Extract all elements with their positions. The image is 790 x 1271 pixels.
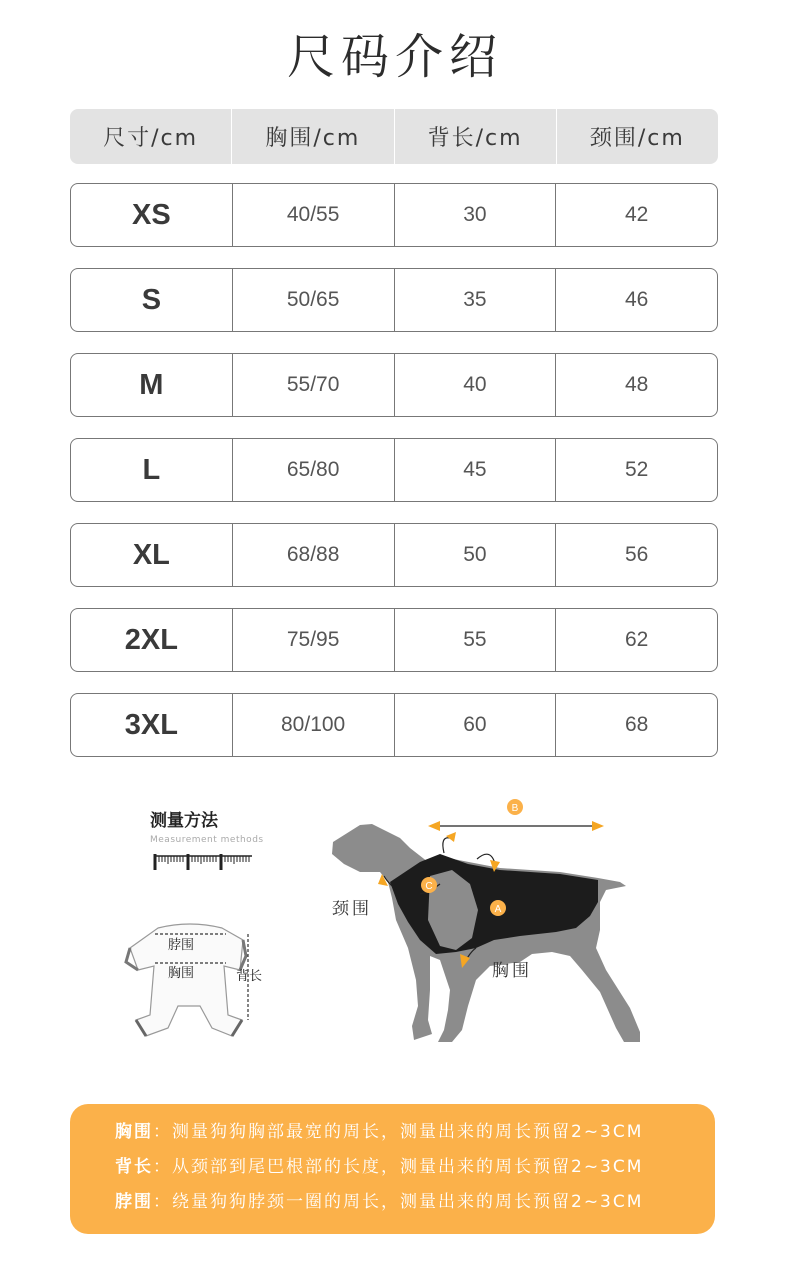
chest-cell: 40/55 — [233, 184, 395, 246]
table-row — [70, 693, 718, 757]
note-text: 测量狗狗胸部最宽的周长，测量出来的周长预留2~3CM — [172, 1122, 644, 1142]
back-length-cell: 50 — [395, 524, 557, 586]
method-subtitle: Measurement methods — [150, 835, 264, 845]
back-length-cell: 45 — [395, 439, 557, 501]
marker-a-label: A — [494, 904, 502, 915]
garment-neck-label: 脖围 — [168, 938, 195, 953]
size-cell: 2XL — [71, 609, 233, 671]
note-text: 绕量狗狗脖颈一圈的周长，测量出来的周长预留2~3CM — [172, 1192, 644, 1212]
table-row — [70, 438, 718, 502]
measurement-method-heading — [150, 806, 300, 845]
header-neck: 颈围/cm — [589, 126, 685, 151]
measurement-notes — [70, 1104, 715, 1234]
chest-cell: 65/80 — [233, 439, 395, 501]
chest-cell: 80/100 — [233, 694, 395, 756]
page-title: 尺码介绍 — [286, 29, 503, 85]
size-cell: XS — [71, 184, 233, 246]
note-separator: ： — [153, 1192, 172, 1212]
dog-illustration — [332, 824, 640, 1042]
back-length-cell: 35 — [395, 269, 557, 331]
note-label: 胸围 — [115, 1122, 153, 1142]
note-label: 背长 — [115, 1157, 153, 1177]
chest-cell: 75/95 — [233, 609, 395, 671]
size-cell: XL — [71, 524, 233, 586]
marker-b-label: B — [511, 803, 519, 814]
size-cell: M — [71, 354, 233, 416]
garment-chest-label: 胸围 — [168, 966, 195, 981]
neck-cell: 68 — [624, 713, 649, 736]
dog-chest-label: 胸围 — [492, 961, 532, 981]
method-title: 测量方法 — [150, 811, 218, 831]
size-table-body — [70, 183, 718, 778]
back-length-cell: 55 — [395, 609, 557, 671]
chest-cell: 55/70 — [233, 354, 395, 416]
table-row — [70, 268, 718, 332]
back-length-cell: 30 — [395, 184, 557, 246]
note-label: 脖围 — [115, 1192, 153, 1212]
header-chest: 胸围/cm — [232, 109, 394, 164]
note-separator: ： — [153, 1157, 172, 1177]
header-back-length: 背长/cm — [395, 109, 557, 164]
size-table-header — [70, 109, 718, 164]
table-row — [70, 523, 718, 587]
note-neck — [115, 1191, 715, 1226]
marker-c-label: C — [425, 881, 433, 892]
size-cell: L — [71, 439, 233, 501]
measurement-diagram — [0, 780, 790, 1080]
header-size: 尺寸/cm — [70, 109, 232, 164]
note-chest — [115, 1121, 715, 1156]
back-length-cell: 60 — [395, 694, 557, 756]
note-text: 从颈部到尾巴根部的长度，测量出来的周长预留2~3CM — [172, 1157, 644, 1177]
table-row — [70, 183, 718, 247]
garment-back-label: 背长 — [236, 969, 263, 984]
ruler-icon — [154, 854, 252, 870]
back-length-cell: 40 — [395, 354, 557, 416]
chest-cell: 50/65 — [233, 269, 395, 331]
neck-cell: 48 — [624, 373, 649, 396]
table-row — [70, 353, 718, 417]
neck-cell: 56 — [624, 543, 649, 566]
chest-cell: 68/88 — [233, 524, 395, 586]
size-cell: 3XL — [71, 694, 233, 756]
table-row — [70, 608, 718, 672]
note-back-length — [115, 1156, 715, 1191]
neck-cell: 42 — [624, 203, 649, 226]
neck-cell: 46 — [624, 288, 649, 311]
note-separator: ： — [153, 1122, 172, 1142]
size-cell: S — [71, 269, 233, 331]
neck-cell: 52 — [624, 458, 649, 481]
dog-neck-label: 颈围 — [332, 899, 372, 919]
neck-cell: 62 — [624, 628, 649, 651]
